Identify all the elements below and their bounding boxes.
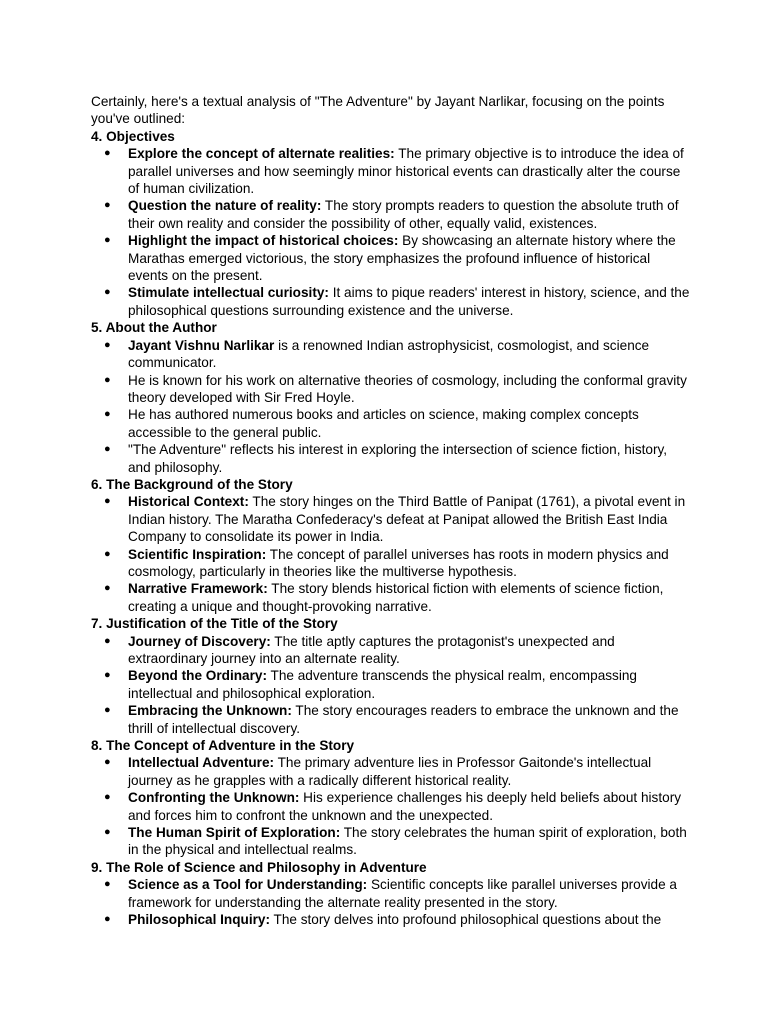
item-term: Narrative Framework:: [128, 581, 268, 597]
list-item: [91, 876, 691, 911]
bullet-list: [91, 876, 691, 928]
bullet-icon: ●: [104, 704, 111, 717]
bullet-icon: ●: [104, 199, 111, 212]
list-item: [91, 911, 691, 928]
section: [91, 319, 691, 476]
bullet-icon: ●: [104, 878, 111, 891]
item-term: Confronting the Unknown:: [128, 790, 300, 806]
bullet-icon: ●: [104, 634, 111, 647]
list-item: [91, 754, 691, 789]
item-text: The primary adventure lies in Professor Gaitonde's intellectual journey as he grapples with a radically different historical reality.: [128, 755, 652, 788]
bullet-icon: ●: [104, 286, 111, 299]
bullet-icon: ●: [104, 547, 111, 560]
bullet-icon: ●: [104, 443, 111, 456]
section: [91, 859, 691, 929]
list-item: [91, 702, 691, 737]
item-term: Journey of Discovery:: [128, 633, 271, 649]
item-text: The story delves into profound philosophical questions about the: [270, 912, 662, 928]
item-text: The title aptly captures the protagonist's unexpected and extraordinary journey into an alternate reality.: [128, 633, 615, 666]
bullet-icon: ●: [104, 373, 111, 386]
item-text: Scientific concepts like parallel universes provide a framework for understanding the alternate reality presented in the story.: [128, 877, 677, 910]
section-heading: 7. Justification of the Title of the Story: [91, 616, 338, 632]
item-text: is a renowned Indian astrophysicist, cosmologist, and science communicator.: [128, 337, 650, 371]
item-text: He has authored numerous books and articles on science, making complex concepts accessible to the general public.: [128, 407, 639, 440]
bullet-list: [91, 754, 691, 858]
item-term: Scientific Inspiration:: [128, 546, 267, 562]
list-item: [91, 493, 691, 545]
list-item: [91, 145, 691, 197]
item-term: Jayant Vishnu Narlikar: [128, 337, 275, 353]
bullet-list: [91, 493, 691, 615]
list-item: [91, 406, 691, 441]
item-term: Highlight the impact of historical choices:: [128, 233, 399, 249]
bullet-icon: ●: [104, 791, 111, 804]
list-item: [91, 372, 691, 407]
section-heading: 5. About the Author: [91, 320, 217, 336]
intro-paragraph: Certainly, here's a textual analysis of "The Adventure" by Jayant Narlikar, focusing on the points you've outlined:: [91, 94, 665, 127]
list-item: [91, 824, 691, 859]
list-item: [91, 284, 691, 319]
bullet-list: [91, 337, 691, 476]
item-term: Historical Context:: [128, 494, 249, 510]
section: [91, 128, 691, 319]
bullet-list: [91, 633, 691, 737]
list-item: [91, 580, 691, 615]
item-text: The story hinges on the Third Battle of Panipat (1761), a pivotal event in Indian history. The Maratha Confederacy's defeat at Panipat allowed the British East India Company to consolidate its power in India.: [128, 494, 686, 545]
item-term: Science as a Tool for Understanding:: [128, 877, 368, 893]
bullet-icon: ●: [104, 669, 111, 682]
item-term: The Human Spirit of Exploration:: [128, 825, 341, 841]
section: [91, 615, 691, 737]
item-term: Question the nature of reality:: [128, 198, 322, 214]
bullet-icon: ●: [104, 582, 111, 595]
item-text: The adventure transcends the physical realm, encompassing intellectual and philosophical exploration.: [128, 668, 637, 701]
section-heading: 9. The Role of Science and Philosophy in Adventure: [91, 859, 427, 875]
item-term: Philosophical Inquiry:: [128, 912, 270, 928]
list-item: [91, 197, 691, 232]
item-term: Intellectual Adventure:: [128, 755, 275, 771]
bullet-icon: ●: [104, 913, 111, 926]
bullet-icon: ●: [104, 147, 111, 160]
item-text: The primary objective is to introduce the idea of parallel universes and how seemingly minor historical events can drastically alter the course of human civilization.: [128, 146, 684, 197]
section-heading: 8. The Concept of Adventure in the Story: [91, 738, 355, 754]
item-text: The story blends historical fiction with elements of science fiction, creating a unique and thought-provoking narrative.: [128, 581, 664, 614]
list-item: [91, 546, 691, 581]
item-text: The story celebrates the human spirit of exploration, both in the physical and intellectual realms.: [128, 825, 687, 858]
list-item: [91, 337, 691, 372]
section-heading: 4. Objectives: [91, 128, 175, 144]
document-body: [91, 93, 691, 929]
list-item: [91, 441, 691, 476]
bullet-list: [91, 145, 691, 319]
bullet-icon: ●: [104, 338, 111, 351]
item-text: The story prompts readers to question the absolute truth of their own reality and consider the possibility of other, equally valid, existences.: [128, 198, 679, 231]
item-text: The story encourages readers to embrace the unknown and the thrill of intellectual discovery.: [128, 703, 679, 736]
item-text: By showcasing an alternate history where the Marathas emerged victorious, the story emphasizes the profound influence of historical events on the present.: [128, 233, 676, 284]
bullet-icon: ●: [104, 495, 111, 508]
item-term: Explore the concept of alternate realities:: [128, 146, 395, 162]
item-term: Beyond the Ordinary:: [128, 668, 267, 684]
item-term: Embracing the Unknown:: [128, 703, 292, 719]
list-item: [91, 789, 691, 824]
item-text: "The Adventure" reflects his interest in exploring the intersection of science fiction, history, and philosophy.: [128, 442, 668, 475]
item-term: Stimulate intellectual curiosity:: [128, 285, 329, 301]
section-heading: 6. The Background of the Story: [91, 476, 293, 492]
bullet-icon: ●: [104, 234, 111, 247]
item-text: He is known for his work on alternative theories of cosmology, including the conformal gravity theory developed with Sir Fred Hoyle.: [128, 372, 687, 405]
bullet-icon: ●: [104, 408, 111, 421]
item-text: His experience challenges his deeply held beliefs about history and forces him to confront the unknown and the unexpected.: [128, 790, 682, 823]
bullet-icon: ●: [104, 756, 111, 769]
item-text: The concept of parallel universes has roots in modern physics and cosmology, particularly in theories like the multiverse hypothesis.: [128, 546, 669, 579]
section: [91, 476, 691, 615]
item-text: It aims to pique readers' interest in history, science, and the philosophical questions surrounding existence and the universe.: [128, 285, 690, 318]
section: [91, 737, 691, 859]
list-item: [91, 232, 691, 284]
list-item: [91, 667, 691, 702]
sections-container: [91, 128, 691, 929]
list-item: [91, 633, 691, 668]
bullet-icon: ●: [104, 826, 111, 839]
